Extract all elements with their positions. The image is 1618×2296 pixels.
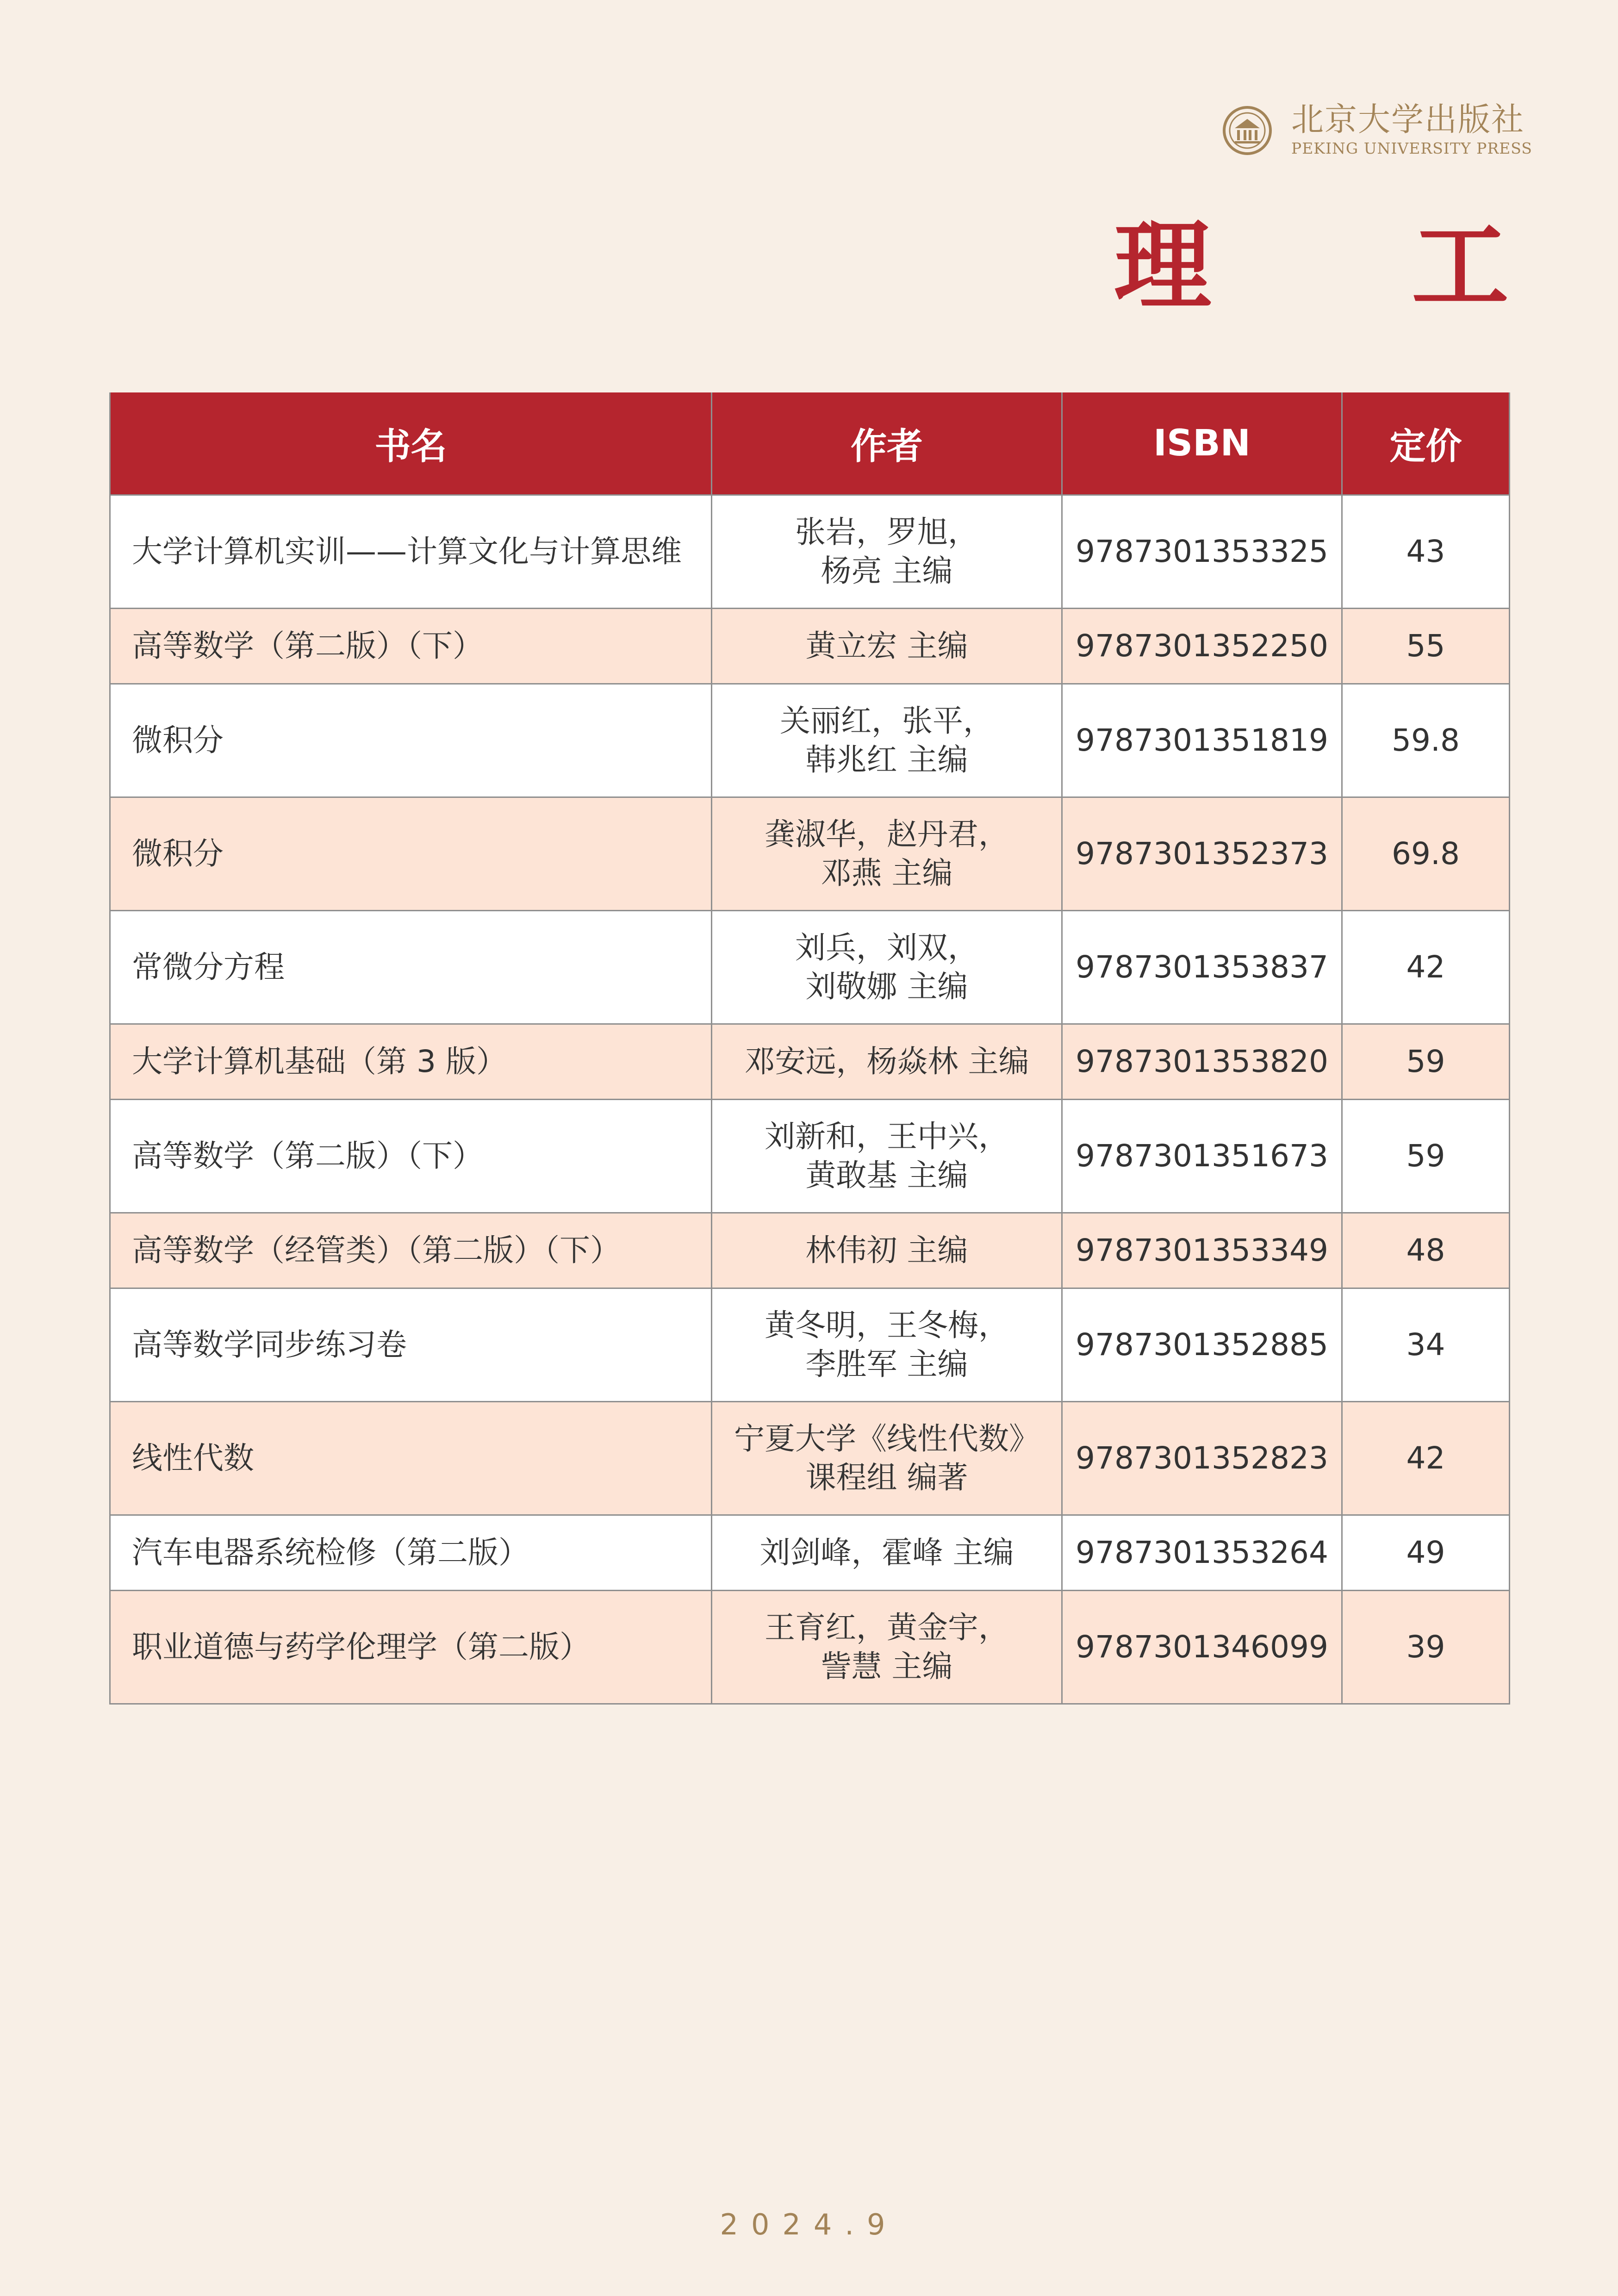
- table-row: [110, 1288, 1510, 1402]
- author-line: 黄立宏 主编: [805, 628, 968, 664]
- table-row: [110, 495, 1510, 609]
- isbn-cell: 9787301353820: [1062, 1024, 1342, 1100]
- table-row: [110, 609, 1510, 684]
- price-cell: 42: [1342, 911, 1510, 1024]
- table-header-row: [110, 392, 1510, 495]
- book-title-cell: 线性代数: [110, 1402, 712, 1515]
- author-line: 邓燕 主编: [821, 855, 953, 891]
- isbn-cell: 9787301353325: [1062, 495, 1342, 609]
- header-isbn: ISBN: [1062, 392, 1342, 495]
- book-title-cell: 高等数学同步练习卷: [110, 1288, 712, 1402]
- author-cell: [712, 1515, 1062, 1591]
- price-cell: 59: [1342, 1024, 1510, 1100]
- table-row: [110, 797, 1510, 911]
- author-line: 黄冬明，王冬梅，: [765, 1307, 1009, 1343]
- price-cell: 59.8: [1342, 684, 1510, 797]
- author-cell: [712, 1100, 1062, 1213]
- book-title-cell: 职业道德与药学伦理学（第二版）: [110, 1591, 712, 1704]
- book-title-cell: 大学计算机基础（第 3 版）: [110, 1024, 712, 1100]
- author-line: 课程组 编著: [805, 1460, 968, 1495]
- header-title: 书名: [110, 392, 712, 495]
- footer-date: 2024.9: [720, 2208, 898, 2241]
- author-line: 关丽红，张平，: [780, 703, 994, 739]
- author-line: 黄敢基 主编: [805, 1157, 968, 1193]
- publisher-logo: [1222, 100, 1532, 164]
- author-line: 刘新和，王中兴，: [765, 1119, 1009, 1154]
- price-cell: 39: [1342, 1591, 1510, 1704]
- price-cell: 34: [1342, 1288, 1510, 1402]
- price-cell: 59: [1342, 1100, 1510, 1213]
- price-cell: 43: [1342, 495, 1510, 609]
- author-cell: [712, 1591, 1062, 1704]
- isbn-cell: 9787301346099: [1062, 1591, 1342, 1704]
- author-cell: [712, 609, 1062, 684]
- author-line: 韩兆红 主编: [805, 742, 968, 778]
- author-line: 刘敬娜 主编: [805, 969, 968, 1004]
- section-title: 理 工: [1114, 209, 1592, 323]
- isbn-cell: 9787301353349: [1062, 1213, 1342, 1288]
- author-line: 李胜军 主编: [805, 1346, 968, 1382]
- isbn-cell: 9787301352373: [1062, 797, 1342, 911]
- book-table: [109, 392, 1510, 1705]
- publisher-name-cn: 北京大学出版社: [1291, 100, 1525, 138]
- author-line: 邓安远，杨焱林 主编: [744, 1044, 1029, 1079]
- author-line: 訾慧 主编: [821, 1649, 953, 1684]
- table-row: [110, 1591, 1510, 1704]
- author-cell: [712, 797, 1062, 911]
- table-row: [110, 911, 1510, 1024]
- header-author: 作者: [712, 392, 1062, 495]
- table-row: [110, 684, 1510, 797]
- price-cell: 55: [1342, 609, 1510, 684]
- price-cell: 48: [1342, 1213, 1510, 1288]
- isbn-cell: 9787301351673: [1062, 1100, 1342, 1213]
- isbn-cell: 9787301351819: [1062, 684, 1342, 797]
- book-title-cell: 大学计算机实训——计算文化与计算思维: [110, 495, 712, 609]
- header-price: 定价: [1342, 392, 1510, 495]
- table-row: [110, 1100, 1510, 1213]
- author-cell: [712, 1024, 1062, 1100]
- isbn-cell: 9787301352250: [1062, 609, 1342, 684]
- author-cell: [712, 1402, 1062, 1515]
- price-cell: 69.8: [1342, 797, 1510, 911]
- table-row: [110, 1024, 1510, 1100]
- isbn-cell: 9787301352885: [1062, 1288, 1342, 1402]
- author-cell: [712, 495, 1062, 609]
- author-line: 林伟初 主编: [805, 1232, 968, 1268]
- isbn-cell: 9787301353264: [1062, 1515, 1342, 1591]
- author-cell: [712, 1288, 1062, 1402]
- author-line: 杨亮 主编: [821, 553, 953, 589]
- author-cell: [712, 911, 1062, 1024]
- book-title-cell: 高等数学（第二版）（下）: [110, 1100, 712, 1213]
- price-cell: 49: [1342, 1515, 1510, 1591]
- table-row: [110, 1515, 1510, 1591]
- pku-emblem-icon: [1222, 105, 1273, 156]
- price-cell: 42: [1342, 1402, 1510, 1515]
- book-title-cell: 汽车电器系统检修（第二版）: [110, 1515, 712, 1591]
- author-line: 宁夏大学《线性代数》: [734, 1421, 1039, 1456]
- author-line: 刘剑峰，霍峰 主编: [759, 1535, 1014, 1570]
- book-title-cell: 高等数学（第二版）（下）: [110, 609, 712, 684]
- book-title-cell: 微积分: [110, 684, 712, 797]
- book-title-cell: 常微分方程: [110, 911, 712, 1024]
- author-line: 王育红，黄金宇，: [765, 1610, 1009, 1645]
- author-cell: [712, 1213, 1062, 1288]
- table-row: [110, 1213, 1510, 1288]
- isbn-cell: 9787301353837: [1062, 911, 1342, 1024]
- author-line: 龚淑华，赵丹君，: [765, 816, 1009, 852]
- author-line: 张岩，罗旭，: [795, 514, 978, 550]
- publisher-name-en: PEKING UNIVERSITY PRESS: [1291, 139, 1532, 157]
- book-title-cell: 高等数学（经管类）（第二版）（下）: [110, 1213, 712, 1288]
- table-row: [110, 1402, 1510, 1515]
- author-cell: [712, 684, 1062, 797]
- isbn-cell: 9787301352823: [1062, 1402, 1342, 1515]
- book-title-cell: 微积分: [110, 797, 712, 911]
- author-line: 刘兵，刘双，: [795, 930, 978, 965]
